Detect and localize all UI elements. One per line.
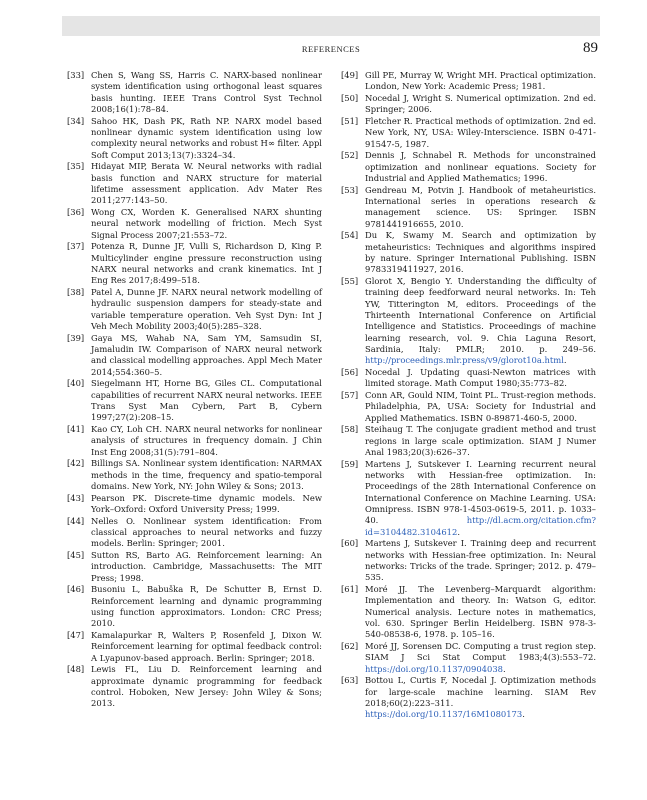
reference-text: Bottou L, Curtis F, Nocedal J. Optimization methods for large-scale machine learning. SIAM Rev 2018;60(2):223–311. — [365, 675, 596, 709]
reference-item — [341, 459, 596, 538]
reference-number: [42] — [67, 458, 85, 469]
reference-text: Kamalapurkar R, Walters P, Rosenfeld J, Dixon W. Reinforcement learning for optimal feedback control: A Lyapunov-based approach. Berlin: Springer; 2018. — [91, 630, 322, 663]
reference-text: Dennis J, Schnabel R. Methods for unconstrained optimization and nonlinear equations. Society for Industrial and Applied Mathematics; 1996. — [365, 150, 596, 183]
reference-item — [341, 584, 596, 641]
reference-item — [67, 424, 322, 458]
running-head — [62, 42, 600, 58]
reference-number: [50] — [341, 92, 359, 103]
section-title: REFERENCES — [301, 44, 361, 54]
reference-text: Billings SA. Nonlinear system identification: NARMAX methods in the time, frequency and spatio-temporal domains. New York, NY: John Wiley & Sons; 2013. — [91, 458, 323, 492]
reference-link[interactable]: http://dl.acm.org/citation.cfm?id=3104482.3104612 — [365, 515, 596, 537]
reference-item — [67, 493, 322, 516]
reference-number: [46] — [67, 584, 85, 595]
reference-text: Wong CX, Worden K. Generalised NARX shunting neural network modelling of friction. Mech Syst Signal Process 2007;21:553–72. — [91, 207, 322, 240]
reference-number: [34] — [67, 115, 85, 126]
reference-number: [59] — [341, 458, 359, 469]
reference-item — [67, 241, 322, 286]
reference-item — [67, 333, 322, 378]
reference-item — [341, 390, 596, 424]
reference-number: [56] — [341, 367, 359, 378]
references-left-column — [67, 70, 322, 710]
reference-link[interactable]: https://doi.org/10.1137/16M1080173 — [365, 709, 523, 720]
reference-number: [36] — [67, 207, 85, 218]
reference-number: [63] — [341, 675, 359, 686]
reference-text: Kao CY, Loh CH. NARX neural networks for nonlinear analysis of structures in frequency domain. J Chin Inst Eng 2008;31(5):791–804. — [91, 424, 322, 457]
reference-text: Martens J, Sutskever I. Learning recurrent neural networks with Hessian-free optimization. In: Proceedings of the 28th International Conference on International Conference on Machine Learning. USA: Omnipress. ISBN 978-1-4503-0619-5, 2011. p. 1033–40. — [365, 458, 596, 526]
reference-text: Sahoo HK, Dash PK, Rath NP. NARX model based nonlinear dynamic system identification using low complexity neural networks and robust H∞ filter. Appl Soft Comput 2013;13(7):3324–34. — [91, 115, 322, 160]
reference-item — [341, 675, 596, 720]
reference-text: Siegelmann HT, Horne BG, Giles CL. Computational capabilities of recurrent NARX neural networks. IEEE Trans Syst Man Cybern, Part B, Cybern 1997;27(2):208–15. — [91, 378, 322, 423]
reference-text: Sutton RS, Barto AG. Reinforcement learning: An introduction. Cambridge, Massachusetts: The MIT Press; 1998. — [91, 550, 322, 583]
reference-text: Moré JJ. The Levenberg–Marquardt algorithm: Implementation and theory. In: Watson G, editor. Numerical analysis. Lecture notes in mathematics, vol. 630. Springer Berlin Heidelberg. ISBN 978-3-540-08538-6, 1978. p. 105–16. — [365, 584, 596, 640]
reference-number: [43] — [67, 492, 85, 503]
reference-text-end: . — [522, 709, 525, 720]
reference-text: Steihaug T. The conjugate gradient method and trust regions in large scale optimization. SIAM J Numer Anal 1983;20(3):626–37. — [365, 424, 596, 458]
reference-item — [67, 378, 322, 423]
reference-item — [341, 116, 596, 150]
reference-item — [67, 550, 322, 584]
reference-text: Lewis FL, Liu D. Reinforcement learning and approximate dynamic programming for feedback control. Hoboken, New Jersey: John Wiley & Sons; 2013. — [91, 664, 322, 709]
reference-item — [341, 276, 596, 367]
reference-number: [41] — [67, 424, 85, 435]
reference-item — [341, 367, 596, 390]
reference-number: [55] — [341, 275, 359, 286]
reference-text: Martens J, Sutskever I. Training deep and recurrent networks with Hessian-free optimization. In: Neural networks: Tricks of the trade. Springer; 2012. p. 479–535. — [365, 538, 596, 583]
reference-text: Nocedal J. Updating quasi-Newton matrices with limited storage. Math Comput 1980;35:773–82. — [365, 367, 596, 389]
reference-number: [35] — [67, 161, 85, 172]
reference-item — [341, 150, 596, 184]
reference-item — [67, 116, 322, 161]
reference-item — [341, 70, 596, 93]
reference-number: [51] — [341, 115, 359, 126]
reference-item — [341, 230, 596, 275]
reference-item — [341, 424, 596, 458]
reference-number: [60] — [341, 538, 359, 549]
reference-link[interactable]: https://doi.org/10.1137/0904038 — [365, 663, 503, 674]
references-right-column — [341, 70, 596, 721]
header-bar — [62, 16, 600, 36]
reference-item — [67, 70, 322, 115]
reference-number: [58] — [341, 424, 359, 435]
reference-number: [45] — [67, 550, 85, 560]
reference-item — [67, 287, 322, 332]
reference-text: Du K, Swamy M. Search and optimization by metaheuristics: Techniques and algorithms inspired by nature. Springer International Publishing. ISBN 9783319411927, 2016. — [365, 230, 596, 275]
reference-text: Pearson PK. Discrete-time dynamic models. New York–Oxford: Oxford University Press; 1999. — [91, 492, 322, 515]
reference-text-end: . — [457, 526, 460, 537]
reference-number: [38] — [67, 287, 85, 298]
reference-text: Chen S, Wang SS, Harris C. NARX-based nonlinear system identification using orthogonal least squares basis hunting. IEEE Trans Control Syst Technol 2008;16(1):78–84. — [91, 70, 322, 115]
reference-text: Fletcher R. Practical methods of optimization. 2nd ed. New York, NY, USA: Wiley-Interscience. ISBN 0-471-91547-5, 1987. — [365, 115, 596, 149]
reference-text: Glorot X, Bengio Y. Understanding the difficulty of training deep feedforward neural networks. In: Teh YW, Titterington M, editors. Proceedings of the Thirteenth International Conference on Artificial Intelligence and Statistics. Proceedings of machine learning research, vol. 9. Chia Laguna Resort, Sardinia, Italy: PMLR; 2010. p. 249–56. — [365, 275, 596, 355]
reference-number: [39] — [67, 332, 85, 343]
reference-text: Gill PE, Murray W, Wright MH. Practical optimization. London, New York: Academic Press; 1981. — [365, 70, 596, 92]
reference-item — [341, 185, 596, 230]
reference-number: [47] — [67, 630, 85, 640]
reference-text: Busoniu L, Babuška R, De Schutter B, Ernst D. Reinforcement learning and dynamic programming using function approximators. London: CRC Press; 2010. — [91, 584, 322, 629]
reference-text: Patel A, Dunne JF. NARX neural network modelling of hydraulic suspension dampers for steady-state and variable temperature operation. Veh Syst Dyn: Int J Veh Mech Mobility 2003;40(5):285–328. — [91, 287, 322, 332]
reference-text: Potenza R, Dunne JF, Vulli S, Richardson D, King P. Multicylinder engine pressure reconstruction using NARX neural networks and crank kinematics. Int J Eng Res 2017;8:499–518. — [91, 241, 322, 286]
reference-item — [67, 516, 322, 550]
reference-number: [37] — [67, 241, 85, 252]
reference-number: [53] — [341, 184, 359, 195]
reference-text: Moré JJ, Sorensen DC. Computing a trust region step. SIAM J Sci Stat Comput 1983;4(3):553–72. — [365, 641, 596, 663]
reference-number: [52] — [341, 150, 359, 161]
reference-item — [341, 641, 596, 675]
reference-number: [54] — [341, 230, 359, 241]
reference-item — [341, 538, 596, 583]
reference-item — [67, 207, 322, 241]
reference-text: Nocedal J, Wright S. Numerical optimization. 2nd ed. Springer; 2006. — [365, 92, 596, 115]
reference-text-end: . — [502, 663, 506, 674]
reference-number: [33] — [67, 70, 85, 80]
reference-number: [44] — [67, 515, 85, 526]
reference-number: [48] — [67, 664, 85, 675]
reference-text: Nelles O. Nonlinear system identification: From classical approaches to neural networks and fuzzy models. Berlin: Springer; 2001. — [91, 515, 322, 549]
reference-text: Hidayat MIP, Berata W. Neural networks with radial basis function and NARX structure for material lifetime assessment application. Adv Mater Res 2011;277:143–50. — [91, 161, 322, 206]
reference-item — [67, 458, 322, 492]
reference-item — [341, 93, 596, 116]
reference-text: Gaya MS, Wahab NA, Sam YM, Samsudin SI, Jamaludin IW. Comparison of NARX neural network and classical modelling approaches. Appl Mech Mater 2014;554:360–5. — [91, 332, 322, 377]
reference-text: Gendreau M, Potvin J. Handbook of metaheuristics. International series in operations research & management science. US: Springer. ISBN 9781441916655, 2010. — [365, 184, 596, 229]
reference-item — [67, 161, 322, 206]
reference-item — [67, 584, 322, 629]
reference-number: [49] — [341, 70, 359, 80]
page-number: 89 — [583, 40, 598, 56]
reference-number: [61] — [341, 584, 359, 595]
reference-text: Conn AR, Gould NIM, Toint PL. Trust-region methods. Philadelphia, PA, USA: Society for Industrial and Applied Mathematics. ISBN 0-89871-460-5, 2000. — [365, 390, 596, 423]
reference-item — [67, 664, 322, 709]
reference-number: [40] — [67, 378, 85, 389]
reference-number: [62] — [341, 641, 359, 652]
reference-text-end: . — [563, 355, 567, 366]
reference-item — [67, 630, 322, 664]
reference-number: [57] — [341, 390, 359, 400]
reference-link[interactable]: http://proceedings.mlr.press/v9/glorot10a.html — [365, 355, 564, 366]
